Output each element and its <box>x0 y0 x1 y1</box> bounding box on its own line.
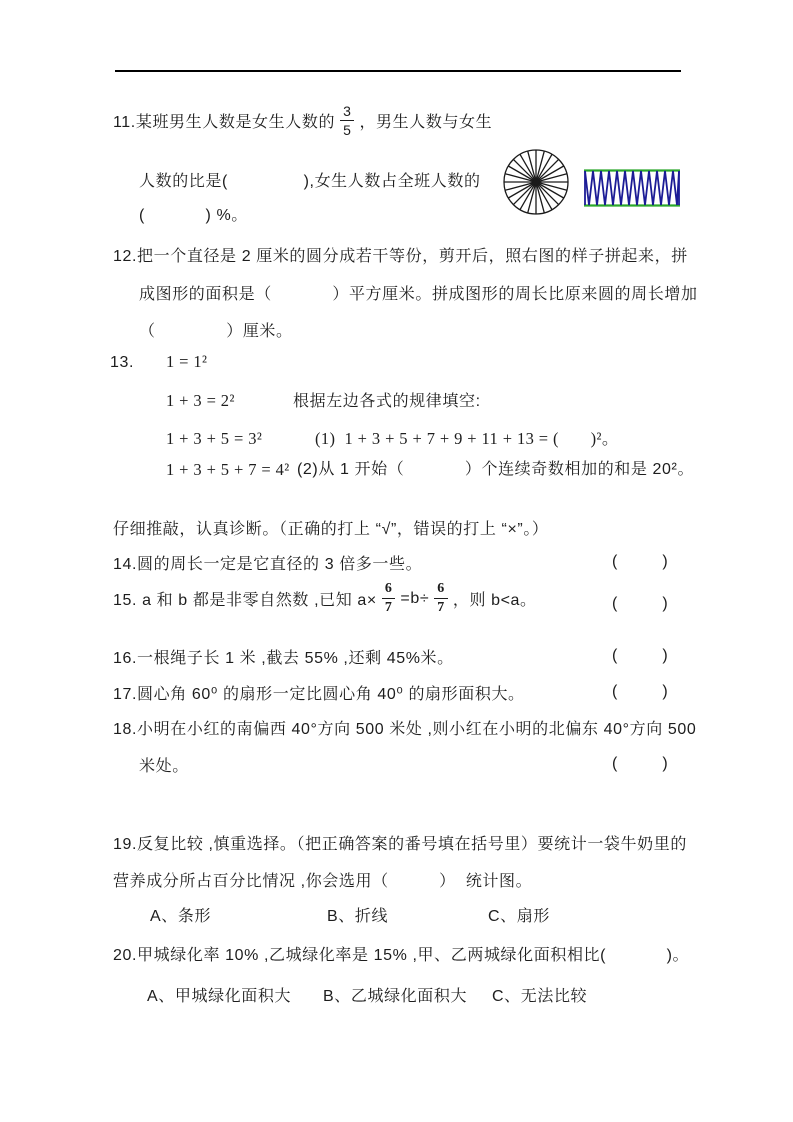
question-16-answer-blank: ( ) <box>612 647 669 664</box>
question-13-sub-2: (2)从 1 开始（ ）个连续奇数相加的和是 20²。 <box>297 461 695 478</box>
question-20-line-1: 20.甲城绿化率 10% ,乙城绿化率是 15% ,甲、乙两城绿化面积相比( )。 <box>113 947 690 964</box>
question-13-number: 13. <box>110 354 135 371</box>
question-19-option-a: A、条形 <box>150 908 212 925</box>
question-11-line-3: ( ) %。 <box>139 207 248 224</box>
fraction-three-fifths: $\frac{3}{5}$ <box>340 104 354 137</box>
question-19-option-b: B、折线 <box>327 908 389 925</box>
question-17-text: 17.圆心角 60⁰ 的扇形一定比圆心角 40⁰ 的扇形面积大。 <box>113 686 525 703</box>
question-12-line-3: （ ）厘米。 <box>139 323 293 340</box>
question-11-text: 11.某班男生人数是女生人数的 <box>113 114 336 131</box>
question-13-instruction: 根据左边各式的规律填空: <box>293 393 481 410</box>
question-18-line-1: 18.小明在小红的南偏西 40°方向 500 米处 ,则小红在小明的北偏东 40°方向 500 <box>113 721 697 738</box>
question-18-line-2: 米处。 <box>139 758 189 775</box>
question-17-answer-blank: ( ) <box>612 683 669 700</box>
question-16-text: 16.一根绳子长 1 米 ,截去 55% ,还剩 45%米。 <box>113 650 454 667</box>
rearranged-sectors-figure <box>583 169 681 207</box>
question-14-answer-blank: ( ) <box>612 553 669 570</box>
question-20-option-c: C、无法比较 <box>492 988 588 1005</box>
question-13-sub-1: (1) 1 + 3 + 5 + 7 + 9 + 11 + 13 = ( )²。 <box>315 429 619 448</box>
question-14-text: 14.圆的周长一定是它直径的 3 倍多一些。 <box>113 556 423 573</box>
question-19-line-2: 营养成分所占百分比情况 ,你会选用（ ） 统计图。 <box>113 873 533 890</box>
question-19-option-c: C、扇形 <box>488 908 550 925</box>
question-20-option-a: A、甲城绿化面积大 <box>147 988 292 1005</box>
question-11-line-2: 人数的比是( ),女生人数占全班人数的 <box>139 173 481 190</box>
circle-sectors-figure <box>502 148 570 216</box>
question-19-line-1: 19.反复比较 ,慎重选择。（把正确答案的番号填在括号里）要统计一袋牛奶里的 <box>113 836 687 853</box>
header-divider-line <box>115 70 681 72</box>
question-11-line-1 <box>113 104 492 137</box>
question-13-formula-4: 1 + 3 + 5 + 7 = 4² <box>166 460 290 479</box>
question-15-text: 15. a 和 b 都是非零自然数 ,已知 a× $\frac{6}{7}$ =b÷ $\frac{6}{7}$ ，则 b<a。 <box>113 581 537 615</box>
question-13-formula-1: 1 = 1² <box>166 352 208 371</box>
question-20-option-b: B、乙城绿化面积大 <box>323 988 468 1005</box>
question-15-answer-blank: ( ) <box>612 595 669 612</box>
question-11-text: ，男生人数与女生 <box>359 114 493 131</box>
question-13-formula-2: 1 + 3 = 2² <box>166 391 235 410</box>
fraction-six-sevenths: $\frac{6}{7}$ <box>434 582 448 615</box>
fraction-six-sevenths: $\frac{6}{7}$ <box>382 582 396 615</box>
question-12-line-2: 成图形的面积是（ ）平方厘米。拼成图形的周长比原来圆的周长增加 <box>139 286 698 303</box>
question-13-formula-3: 1 + 3 + 5 = 3² <box>166 429 263 448</box>
question-18-answer-blank: ( ) <box>612 755 669 772</box>
true-false-section-header: 仔细推敲，认真诊断。（正确的打上 “√”，错误的打上 “×”。） <box>113 521 549 538</box>
question-12-line-1: 12.把一个直径是 2 厘米的圆分成若干等份，剪开后，照右图的样子拼起来，拼 <box>113 248 688 265</box>
